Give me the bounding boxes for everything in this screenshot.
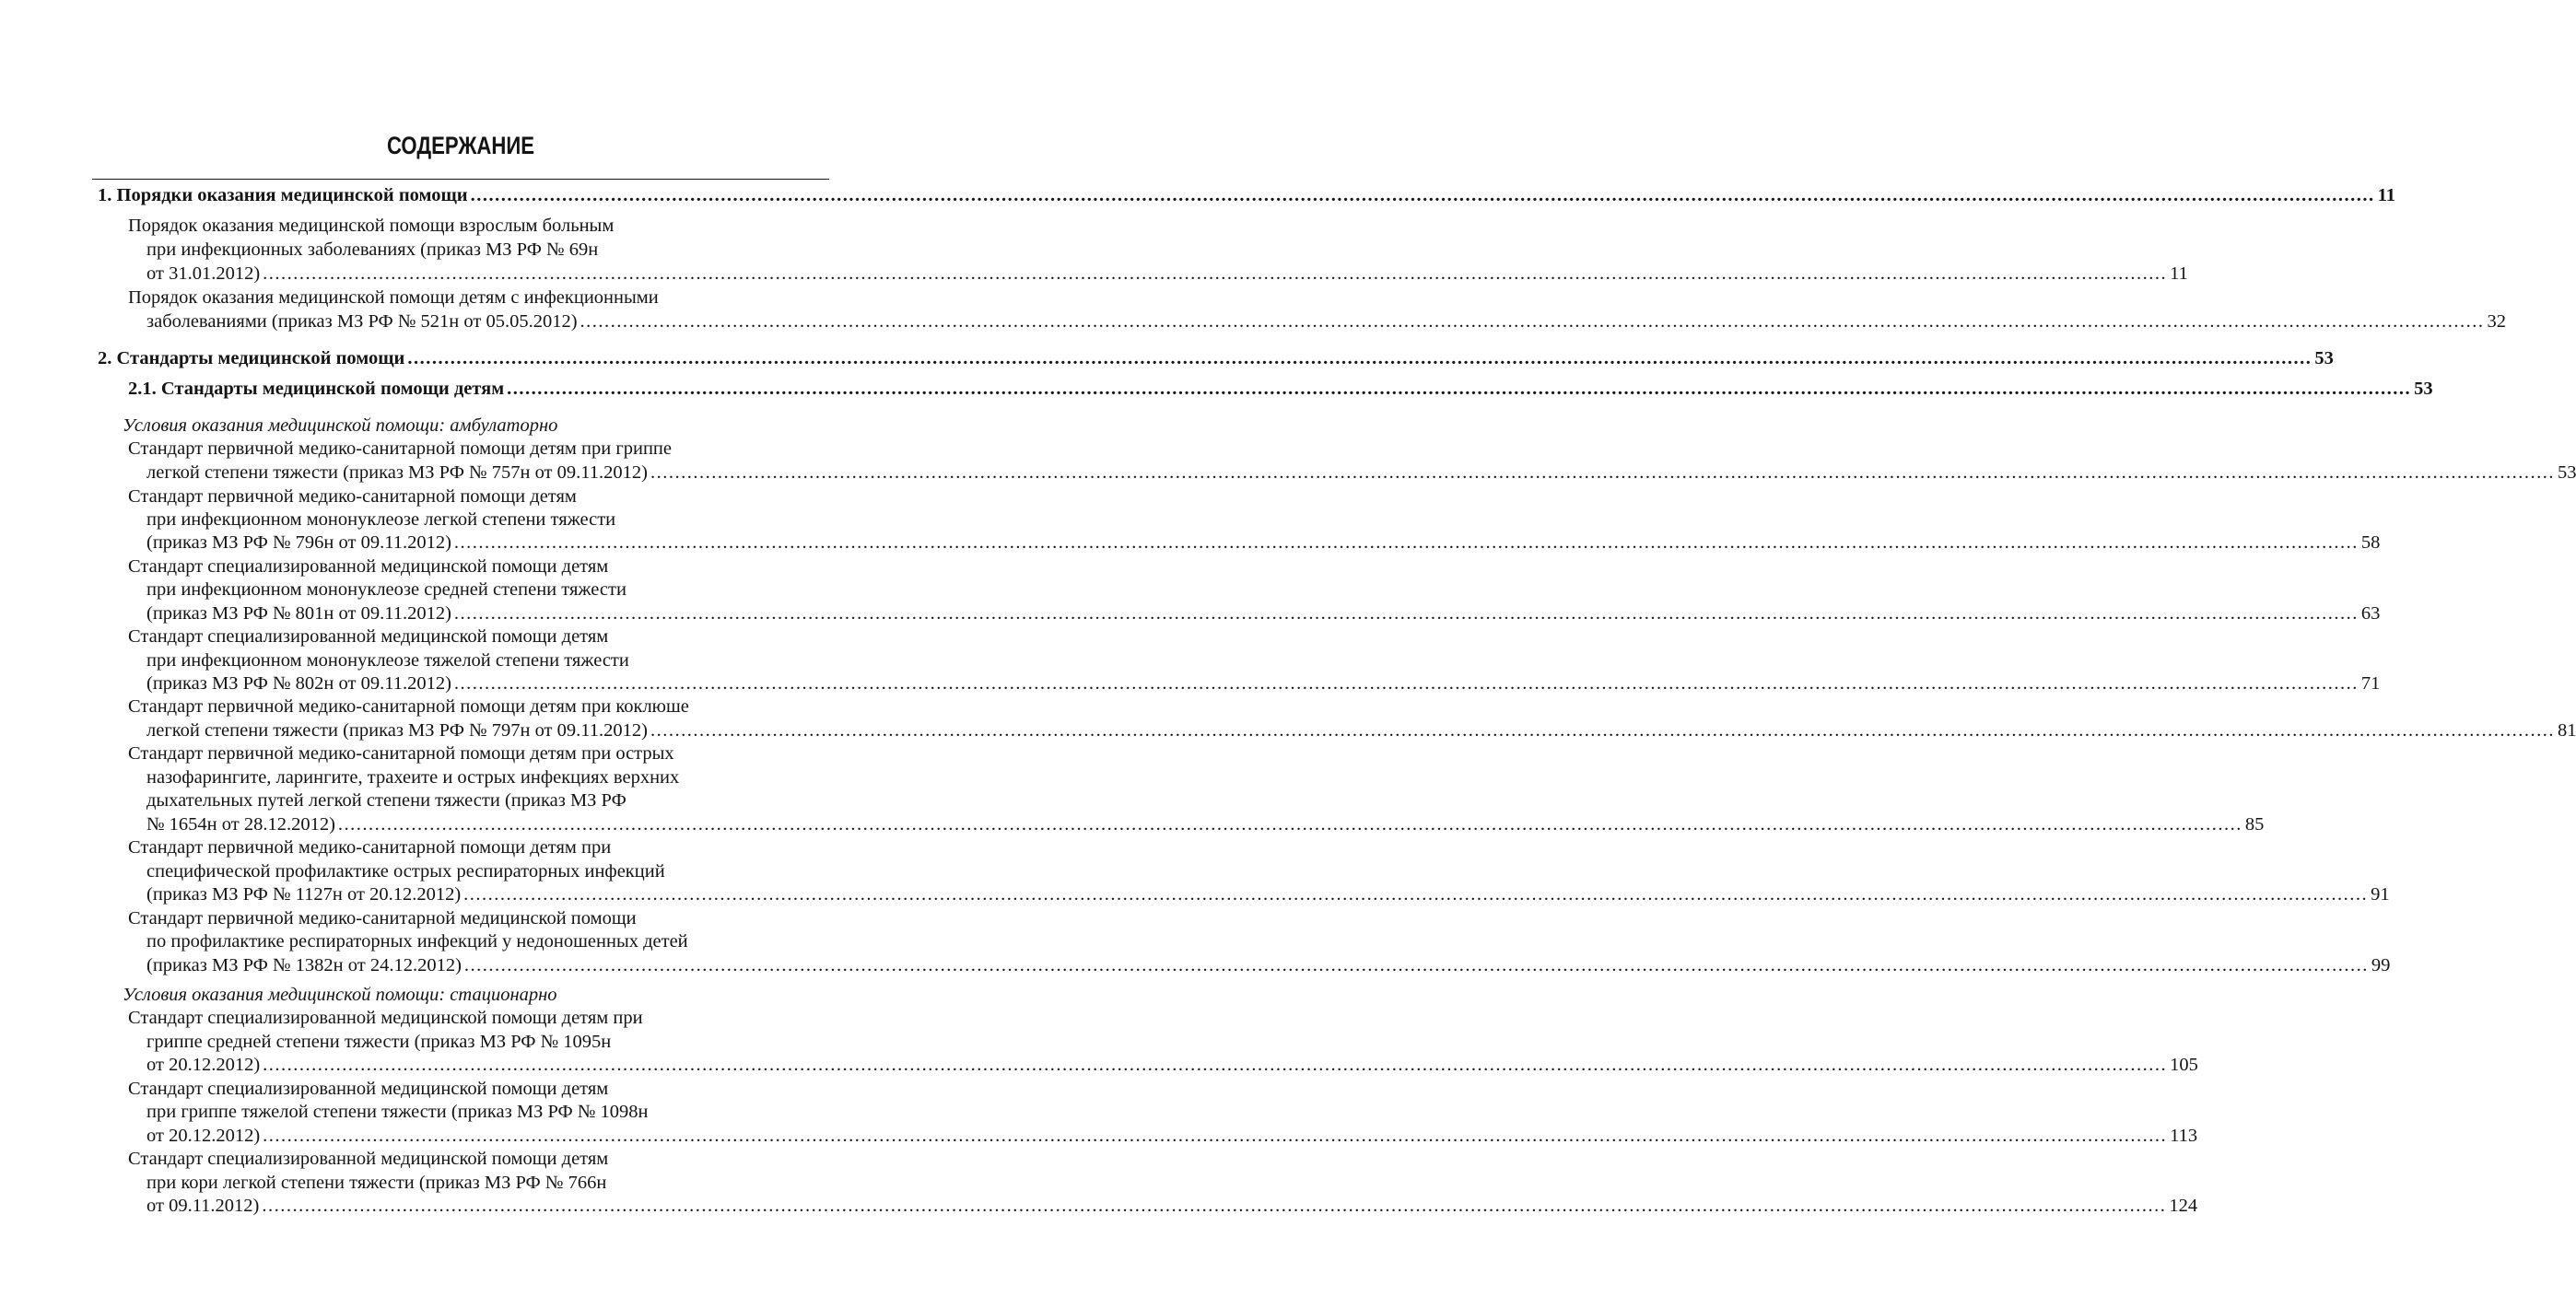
toc-entry-line: Стандарт первичной медико-санитарной помощи детям при коклюше — [128, 696, 689, 717]
toc-entry[interactable]: легкой степени тяжести (приказ МЗ РФ № 757н от 09.11.2012) ........................................................................................................................................................................................................................................................................................................................ 53 — [146, 462, 2576, 483]
toc-entry-line: Порядок оказания медицинской помощи взрослым больным — [128, 216, 615, 236]
toc-entry-line: Стандарт первичной медико-санитарной помощи детям при острых — [128, 743, 674, 764]
toc-entry-line: Стандарт специализированной медицинской помощи детям — [128, 626, 609, 647]
toc-entry-line: назофарингите, ларингите, трахеите и острых инфекциях верхних — [146, 767, 680, 788]
toc-section-1[interactable]: 1. Порядки оказания медицинской помощи ........................................................................................................................................................................................................................................................................................................................ 11 — [98, 185, 2395, 205]
toc-entry[interactable]: (приказ МЗ РФ № 801н от 09.11.2012) ........................................................................................................................................................................................................................................................................................................................ 63 — [146, 603, 2381, 624]
toc-entry-line: по профилактике респираторных инфекций у недоношенных детей — [146, 931, 688, 952]
toc-entry-line: Стандарт специализированной медицинской помощи детям — [128, 1079, 609, 1099]
toc-subsection-2-1[interactable]: 2.1. Стандарты медицинской помощи детям ........................................................................................................................................................................................................................................................................................................................ 53 — [128, 379, 2433, 399]
toc-group-heading: Условия оказания медицинской помощи: амбулаторно — [123, 415, 558, 436]
toc-entry-line: Стандарт специализированной медицинской помощи детям — [128, 556, 609, 577]
toc-entry-line: Стандарт первичной медико-санитарной помощи детям при — [128, 837, 612, 858]
toc-entry[interactable]: (приказ МЗ РФ № 1382н от 24.12.2012) ........................................................................................................................................................................................................................................................................................................................ 99 — [146, 955, 2391, 975]
toc-entry[interactable]: от 09.11.2012) ........................................................................................................................................................................................................................................................................................................................ 124 — [146, 1196, 2198, 1216]
toc-entry-line: гриппе средней степени тяжести (приказ МЗ РФ № 1095н — [146, 1032, 612, 1052]
toc-entry-line: при гриппе тяжелой степени тяжести (приказ МЗ РФ № 1098н — [146, 1102, 649, 1122]
toc-entry-line: при инфекционных заболеваниях (приказ МЗ РФ № 69н — [146, 239, 599, 260]
toc-entry[interactable]: (приказ МЗ РФ № 1127н от 20.12.2012) ........................................................................................................................................................................................................................................................................................................................ 91 — [146, 884, 2390, 905]
toc-group-heading: Условия оказания медицинской помощи: стационарно — [123, 985, 557, 1005]
toc-entry-line: специфической профилактике острых респираторных инфекций — [146, 861, 665, 882]
toc-entry[interactable]: № 1654н от 28.12.2012) ........................................................................................................................................................................................................................................................................................................................ 85 — [146, 814, 2265, 835]
toc-entry-line: Стандарт специализированной медицинской помощи детям — [128, 1149, 609, 1169]
toc-section-2[interactable]: 2. Стандарты медицинской помощи ........................................................................................................................................................................................................................................................................................................................ 53 — [98, 348, 2334, 368]
toc-entry[interactable]: от 20.12.2012) ........................................................................................................................................................................................................................................................................................................................ 113 — [146, 1126, 2198, 1146]
toc-entry-line: Стандарт первичной медико-санитарной помощи детям при гриппе — [128, 438, 672, 459]
toc-entry-line: при инфекционном мононуклеозе тяжелой степени тяжести — [146, 650, 629, 671]
toc-entry-line: Порядок оказания медицинской помощи детям с инфекционными — [128, 287, 659, 308]
toc-entry[interactable]: от 20.12.2012) ........................................................................................................................................................................................................................................................................................................................ 105 — [146, 1055, 2198, 1075]
toc-entry-line: при кори легкой степени тяжести (приказ МЗ РФ № 766н — [146, 1173, 607, 1193]
toc-entry-line: при инфекционном мононуклеозе легкой степени тяжести — [146, 509, 616, 530]
toc-entry[interactable]: заболеваниями (приказ МЗ РФ № 521н от 05.05.2012) ........................................................................................................................................................................................................................................................................................................................ 32 — [146, 311, 2507, 332]
toc-entry-line: дыхательных путей легкой степени тяжести (приказ МЗ РФ — [146, 790, 626, 811]
toc-entry[interactable]: (приказ МЗ РФ № 802н от 09.11.2012) ........................................................................................................................................................................................................................................................................................................................ 71 — [146, 673, 2381, 694]
toc-entry-line: при инфекционном мононуклеозе средней степени тяжести — [146, 579, 626, 600]
title-underline-rule — [92, 179, 829, 180]
toc-entry-line: Стандарт первичной медико-санитарной помощи детям — [128, 486, 577, 507]
toc-entry[interactable]: от 31.01.2012) ........................................................................................................................................................................................................................................................................................................................ 11 — [146, 263, 2188, 284]
toc-entry[interactable]: легкой степени тяжести (приказ МЗ РФ № 797н от 09.11.2012) ........................................................................................................................................................................................................................................................................................................................ 81 — [146, 720, 2576, 741]
toc-entry-line: Стандарт первичной медико-санитарной медицинской помощи — [128, 908, 637, 928]
page-title: СОДЕРЖАНИЕ — [386, 132, 535, 159]
toc-entry[interactable]: (приказ МЗ РФ № 796н от 09.11.2012) ........................................................................................................................................................................................................................................................................................................................ 58 — [146, 532, 2381, 553]
toc-entry-line: Стандарт специализированной медицинской помощи детям при — [128, 1008, 643, 1028]
